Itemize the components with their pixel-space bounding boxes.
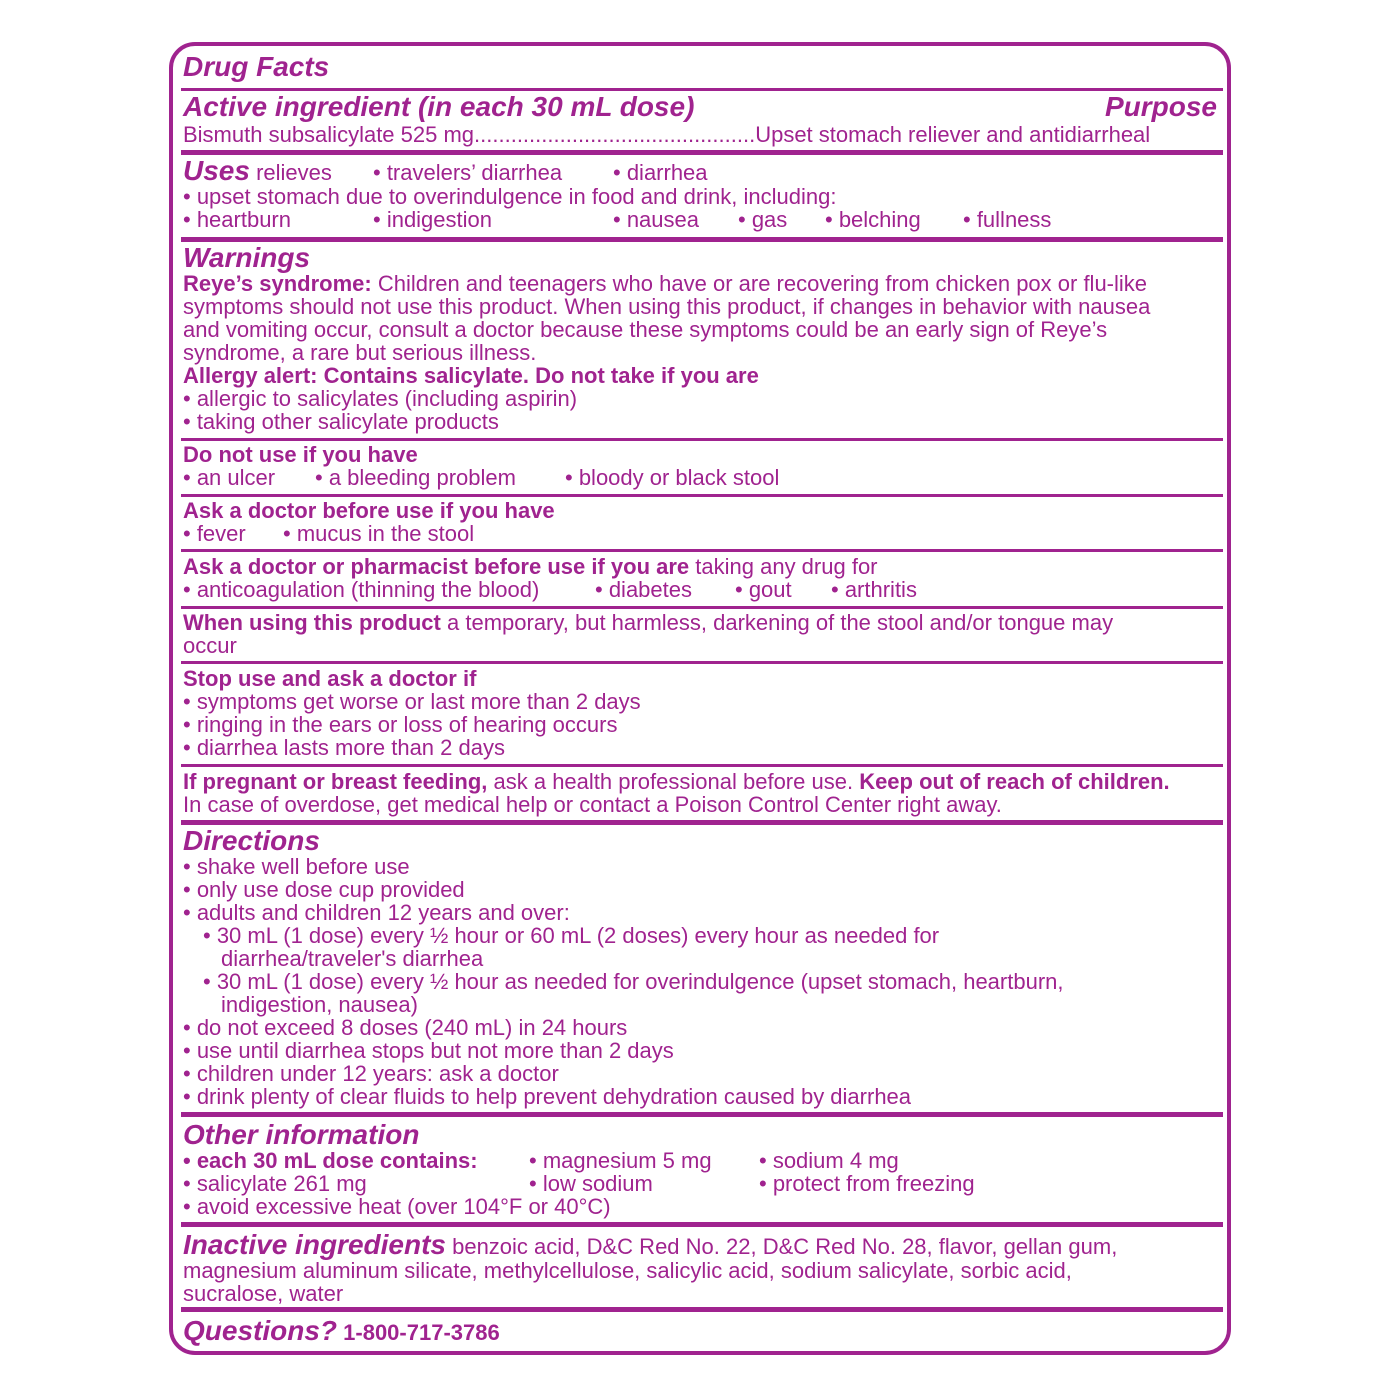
other-info-item: • sodium 4 mg bbox=[759, 1148, 899, 1173]
direction-item: • drink plenty of clear fluids to help prevent dehydration caused by diarrhea bbox=[183, 1084, 912, 1109]
inactive-ingredients-text: sucralose, water bbox=[183, 1281, 344, 1306]
directions-heading: Directions bbox=[183, 825, 320, 856]
direction-item: • do not exceed 8 doses (240 mL) in 24 hours bbox=[183, 1015, 628, 1040]
uses-item: • gas bbox=[738, 207, 788, 232]
direction-subitem: • 30 mL (1 dose) every ½ hour or 60 mL (2 doses) every hour as needed for bbox=[203, 923, 940, 948]
divider bbox=[181, 1112, 1223, 1117]
divider bbox=[181, 438, 1223, 441]
other-info-item: • magnesium 5 mg bbox=[529, 1148, 712, 1173]
ask-pharmacist-text: taking any drug for bbox=[695, 554, 878, 579]
allergy-item: • taking other salicylate products bbox=[183, 409, 499, 434]
directions-section bbox=[183, 826, 1221, 1111]
questions-row bbox=[183, 1316, 1221, 1346]
ask-doctor-item: • mucus in the stool bbox=[283, 521, 475, 546]
stop-use-label: Stop use and ask a doctor if bbox=[183, 666, 477, 691]
ask-pharmacist-item: • gout bbox=[735, 577, 792, 602]
uses-row-1 bbox=[183, 156, 1221, 186]
drug-facts-panel bbox=[169, 42, 1231, 1355]
divider bbox=[181, 549, 1223, 552]
uses-item: • belching bbox=[825, 207, 921, 232]
reye-line-1 bbox=[183, 272, 1221, 295]
questions-heading: Questions? bbox=[183, 1315, 338, 1346]
inactive-ingredients-heading: Inactive ingredients bbox=[183, 1229, 446, 1260]
uses-row-2: • upset stomach due to overindulgence in food and drink, including: bbox=[183, 184, 837, 209]
direction-item: • only use dose cup provided bbox=[183, 877, 465, 902]
uses-item: • diarrhea bbox=[613, 160, 708, 185]
ask-pharmacist-label: Ask a doctor or pharmacist before use if you are bbox=[183, 554, 690, 579]
warnings-section bbox=[183, 242, 1221, 434]
uses-section bbox=[183, 156, 1221, 234]
divider bbox=[181, 494, 1223, 497]
ask-pharmacist-item: • anticoagulation (thinning the blood) bbox=[183, 577, 540, 602]
reye-label: Reye’s syndrome: bbox=[183, 271, 372, 296]
overdose-text: In case of overdose, get medical help or contact a Poison Control Center right away. bbox=[183, 792, 1002, 817]
direction-subitem: • 30 mL (1 dose) every ½ hour as needed for overindulgence (upset stomach, heartburn, bbox=[203, 969, 1064, 994]
contains-label: • each 30 mL dose contains: bbox=[183, 1148, 478, 1173]
other-info-item: • protect from freezing bbox=[759, 1171, 975, 1196]
do-not-use-label: Do not use if you have bbox=[183, 442, 418, 467]
inactive-ingredients-text: benzoic acid, D&C Red No. 22, D&C Red No. 28, flavor, gellan gum, bbox=[452, 1234, 1118, 1259]
questions-section bbox=[183, 1316, 1221, 1350]
do-not-use-item: • an ulcer bbox=[183, 465, 276, 490]
reye-text: symptoms should not use this product. When using this product, if changes in behavior with nausea bbox=[183, 294, 1151, 319]
ask-doctor-section bbox=[183, 499, 1221, 547]
divider bbox=[181, 150, 1223, 155]
dot-leader: .............................................. bbox=[474, 122, 756, 147]
allergy-item: • allergic to salicylates (including aspirin) bbox=[183, 386, 578, 411]
other-information-heading: Other information bbox=[183, 1119, 420, 1150]
ingredient-purpose: Upset stomach reliever and antidiarrheal bbox=[755, 122, 1151, 147]
divider bbox=[181, 237, 1223, 242]
inactive-ingredients-text: magnesium aluminum silicate, methylcellulose, salicylic acid, sodium salicylate, sorbic acid, bbox=[183, 1258, 1072, 1283]
direction-item: • shake well before use bbox=[183, 854, 410, 879]
inactive-ingredients-section bbox=[183, 1230, 1221, 1306]
active-ingredient-heading bbox=[183, 92, 1221, 122]
when-using-section bbox=[183, 611, 1221, 659]
divider bbox=[181, 1222, 1223, 1227]
uses-lead: relieves bbox=[256, 160, 332, 185]
other-info-item: • low sodium bbox=[529, 1171, 653, 1196]
divider bbox=[181, 661, 1223, 664]
direction-item: • adults and children 12 years and over: bbox=[183, 900, 570, 925]
active-heading-text: Active ingredient (in each 30 mL dose) bbox=[183, 91, 695, 122]
uses-heading: Uses bbox=[183, 155, 250, 186]
uses-item: • fullness bbox=[963, 207, 1052, 232]
ask-doctor-item: • fever bbox=[183, 521, 246, 546]
direction-subitem-continued: indigestion, nausea) bbox=[221, 992, 418, 1017]
drug-facts-title: Drug Facts bbox=[183, 51, 330, 82]
ask-doctor-label: Ask a doctor before use if you have bbox=[183, 498, 555, 523]
divider bbox=[181, 606, 1223, 609]
divider bbox=[181, 1307, 1223, 1312]
when-using-text: occur bbox=[183, 633, 237, 658]
ask-pharmacist-item: • diabetes bbox=[595, 577, 692, 602]
keep-out-of-reach-label: Keep out of reach of children. bbox=[859, 769, 1170, 794]
do-not-use-section bbox=[183, 443, 1221, 491]
uses-item: • indigestion bbox=[373, 207, 493, 232]
other-info-item: • avoid excessive heat (over 104°F or 40°C) bbox=[183, 1194, 611, 1219]
stop-use-item: • symptoms get worse or last more than 2 days bbox=[183, 689, 641, 714]
uses-item: • nausea bbox=[613, 207, 699, 232]
purpose-heading: Purpose bbox=[1104, 91, 1217, 122]
active-ingredient-section bbox=[183, 92, 1221, 148]
divider bbox=[181, 764, 1223, 767]
other-info-item: • salicylate 261 mg bbox=[183, 1171, 367, 1196]
when-using-row-1 bbox=[183, 611, 1221, 634]
ask-pharmacist-item: • arthritis bbox=[831, 577, 917, 602]
inactive-row-1 bbox=[183, 1230, 1221, 1260]
reye-text: syndrome, a rare but serious illness. bbox=[183, 340, 537, 365]
divider bbox=[181, 820, 1223, 825]
active-ingredient-row bbox=[183, 123, 1221, 146]
uses-item: • heartburn bbox=[183, 207, 291, 232]
stop-use-item: • ringing in the ears or loss of hearing occurs bbox=[183, 712, 618, 737]
uses-item: • travelers’ diarrhea bbox=[373, 160, 563, 185]
do-not-use-item: • a bleeding problem bbox=[315, 465, 516, 490]
reye-text: Children and teenagers who have or are recovering from chicken pox or flu-like bbox=[377, 271, 1148, 296]
pregnancy-label: If pregnant or breast feeding, bbox=[183, 769, 488, 794]
pregnancy-section bbox=[183, 770, 1221, 818]
when-using-label: When using this product bbox=[183, 610, 441, 635]
allergy-label: Allergy alert: Contains salicylate. Do not take if you are bbox=[183, 363, 759, 388]
questions-phone: 1-800-717-3786 bbox=[343, 1320, 500, 1345]
stop-use-item: • diarrhea lasts more than 2 days bbox=[183, 735, 505, 760]
other-information-section bbox=[183, 1120, 1221, 1220]
do-not-use-item: • bloody or black stool bbox=[565, 465, 780, 490]
stop-use-section bbox=[183, 667, 1221, 761]
ingredient-name: Bismuth subsalicylate 525 mg bbox=[183, 122, 475, 147]
pregnancy-text: ask a health professional before use. bbox=[493, 769, 854, 794]
direction-item: • use until diarrhea stops but not more than 2 days bbox=[183, 1038, 674, 1063]
reye-text: and vomiting occur, consult a doctor because these symptoms could be an early sign of Reye’s bbox=[183, 317, 1108, 342]
ask-pharmacist-row-1 bbox=[183, 555, 1221, 578]
ask-pharmacist-section bbox=[183, 555, 1221, 603]
warnings-heading: Warnings bbox=[183, 242, 311, 273]
direction-item: • children under 12 years: ask a doctor bbox=[183, 1061, 559, 1086]
direction-subitem-continued: diarrhea/traveler's diarrhea bbox=[221, 946, 484, 971]
pregnancy-row-1 bbox=[183, 770, 1221, 793]
when-using-text: a temporary, but harmless, darkening of the stool and/or tongue may bbox=[447, 610, 1114, 635]
